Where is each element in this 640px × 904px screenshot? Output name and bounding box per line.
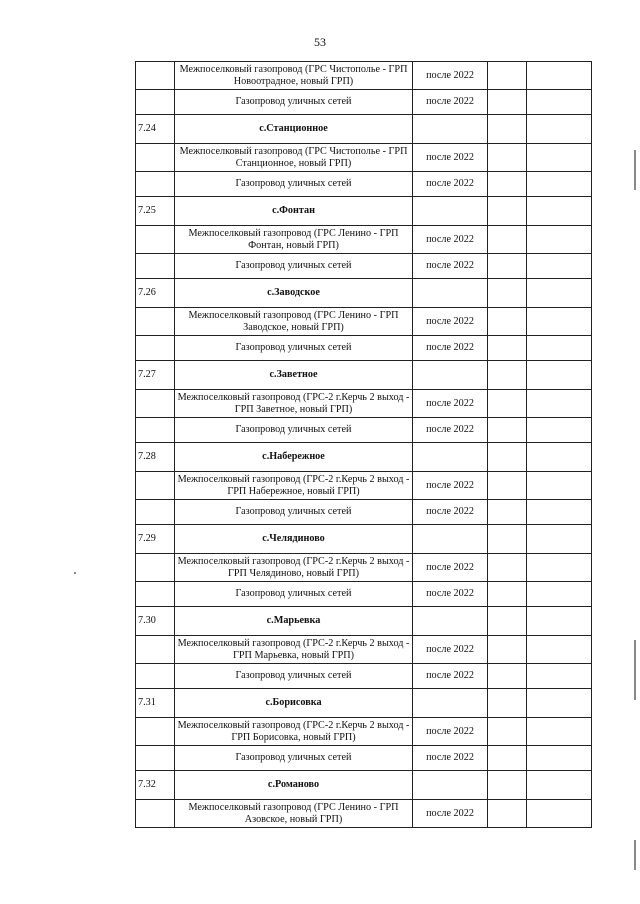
pipeline-name: Межпоселковый газопровод (ГРС-2 г.Керчь 2 выход - ГРП Заветное, новый ГРП) <box>175 390 413 418</box>
scan-edge-mark <box>634 150 636 190</box>
empty-cell <box>488 800 527 828</box>
settlement-name: с.Станционное <box>175 115 413 144</box>
table-row <box>136 800 592 828</box>
construction-period: после 2022 <box>413 664 488 689</box>
empty-cell <box>527 607 592 636</box>
empty-cell <box>488 500 527 525</box>
construction-period: после 2022 <box>413 418 488 443</box>
row-number: 7.26 <box>136 279 175 308</box>
empty-cell <box>527 443 592 472</box>
pipeline-name: Газопровод уличных сетей <box>175 172 413 197</box>
scan-edge-mark <box>634 640 636 700</box>
settlement-name: с.Челядиново <box>175 525 413 554</box>
empty-cell <box>488 771 527 800</box>
construction-period: после 2022 <box>413 336 488 361</box>
construction-period <box>413 525 488 554</box>
row-number: 7.24 <box>136 115 175 144</box>
row-number: 7.25 <box>136 197 175 226</box>
empty-cell <box>488 664 527 689</box>
pipeline-name: Межпоселковый газопровод (ГРС Ленино - ГРП Заводское, новый ГРП) <box>175 308 413 336</box>
empty-cell <box>488 607 527 636</box>
row-number <box>136 308 175 336</box>
row-number <box>136 254 175 279</box>
table-row <box>136 308 592 336</box>
empty-cell <box>488 279 527 308</box>
row-number <box>136 172 175 197</box>
construction-period: после 2022 <box>413 718 488 746</box>
pipeline-name: Межпоселковый газопровод (ГРС Чистополье - ГРП Станционное, новый ГРП) <box>175 144 413 172</box>
empty-cell <box>488 582 527 607</box>
pipeline-name: Межпоселковый газопровод (ГРС-2 г.Керчь 2 выход - ГРП Марьевка, новый ГРП) <box>175 636 413 664</box>
empty-cell <box>488 336 527 361</box>
empty-cell <box>488 90 527 115</box>
empty-cell <box>488 390 527 418</box>
construction-period: после 2022 <box>413 90 488 115</box>
empty-cell <box>488 443 527 472</box>
row-number <box>136 800 175 828</box>
row-number <box>136 62 175 90</box>
empty-cell <box>488 115 527 144</box>
empty-cell <box>527 525 592 554</box>
pipeline-name: Межпоселковый газопровод (ГРС Чистополье - ГРП Новоотрадное, новый ГРП) <box>175 62 413 90</box>
empty-cell <box>527 800 592 828</box>
settlement-row <box>136 115 592 144</box>
empty-cell <box>527 197 592 226</box>
row-number <box>136 554 175 582</box>
table-row <box>136 718 592 746</box>
settlement-name: с.Романово <box>175 771 413 800</box>
row-number: 7.31 <box>136 689 175 718</box>
empty-cell <box>527 554 592 582</box>
table-row <box>136 418 592 443</box>
table-row <box>136 636 592 664</box>
empty-cell <box>488 254 527 279</box>
settlement-row <box>136 443 592 472</box>
pipeline-name: Газопровод уличных сетей <box>175 90 413 115</box>
empty-cell <box>488 636 527 664</box>
empty-cell <box>488 718 527 746</box>
row-number: 7.30 <box>136 607 175 636</box>
settlement-row <box>136 361 592 390</box>
table-row <box>136 390 592 418</box>
empty-cell <box>488 308 527 336</box>
table-row <box>136 554 592 582</box>
empty-cell <box>527 62 592 90</box>
construction-period: после 2022 <box>413 636 488 664</box>
settlement-row <box>136 689 592 718</box>
empty-cell <box>527 390 592 418</box>
table-row <box>136 254 592 279</box>
settlement-name: с.Фонтан <box>175 197 413 226</box>
construction-period: после 2022 <box>413 800 488 828</box>
table-row <box>136 226 592 254</box>
empty-cell <box>527 664 592 689</box>
row-number <box>136 226 175 254</box>
construction-period <box>413 689 488 718</box>
settlement-row <box>136 279 592 308</box>
construction-period: после 2022 <box>413 390 488 418</box>
row-number <box>136 336 175 361</box>
scan-speck <box>74 572 76 574</box>
pipeline-name: Газопровод уличных сетей <box>175 336 413 361</box>
empty-cell <box>488 62 527 90</box>
empty-cell <box>488 226 527 254</box>
table-row <box>136 500 592 525</box>
construction-period: после 2022 <box>413 500 488 525</box>
row-number <box>136 144 175 172</box>
table-row <box>136 336 592 361</box>
empty-cell <box>527 279 592 308</box>
table-row <box>136 582 592 607</box>
row-number <box>136 90 175 115</box>
pipeline-name: Газопровод уличных сетей <box>175 254 413 279</box>
pipeline-name: Межпоселковый газопровод (ГРС-2 г.Керчь 2 выход - ГРП Борисовка, новый ГРП) <box>175 718 413 746</box>
empty-cell <box>527 115 592 144</box>
empty-cell <box>527 500 592 525</box>
empty-cell <box>527 361 592 390</box>
empty-cell <box>488 418 527 443</box>
table-row <box>136 90 592 115</box>
row-number <box>136 472 175 500</box>
empty-cell <box>527 418 592 443</box>
settlement-row <box>136 525 592 554</box>
empty-cell <box>527 636 592 664</box>
settlement-name: с.Набережное <box>175 443 413 472</box>
empty-cell <box>488 172 527 197</box>
pipeline-name: Газопровод уличных сетей <box>175 664 413 689</box>
row-number <box>136 418 175 443</box>
row-number <box>136 664 175 689</box>
construction-period: после 2022 <box>413 472 488 500</box>
table-body <box>136 62 592 828</box>
empty-cell <box>527 472 592 500</box>
pipeline-name: Межпоселковый газопровод (ГРС Ленино - ГРП Фонтан, новый ГРП) <box>175 226 413 254</box>
settlement-name: с.Борисовка <box>175 689 413 718</box>
row-number: 7.32 <box>136 771 175 800</box>
pipeline-name: Газопровод уличных сетей <box>175 418 413 443</box>
construction-period: после 2022 <box>413 746 488 771</box>
empty-cell <box>488 197 527 226</box>
construction-period <box>413 771 488 800</box>
row-number: 7.29 <box>136 525 175 554</box>
row-number <box>136 500 175 525</box>
row-number: 7.28 <box>136 443 175 472</box>
empty-cell <box>488 746 527 771</box>
settlement-row <box>136 771 592 800</box>
construction-period: после 2022 <box>413 172 488 197</box>
empty-cell <box>527 582 592 607</box>
table-row <box>136 746 592 771</box>
settlement-name: с.Марьевка <box>175 607 413 636</box>
construction-period <box>413 443 488 472</box>
empty-cell <box>527 172 592 197</box>
construction-period: после 2022 <box>413 144 488 172</box>
empty-cell <box>527 746 592 771</box>
settlement-name: с.Заводское <box>175 279 413 308</box>
construction-period: после 2022 <box>413 308 488 336</box>
construction-period: после 2022 <box>413 554 488 582</box>
empty-cell <box>488 144 527 172</box>
construction-period <box>413 197 488 226</box>
table-row <box>136 172 592 197</box>
row-number <box>136 636 175 664</box>
empty-cell <box>488 472 527 500</box>
gas-pipeline-table <box>135 61 592 828</box>
empty-cell <box>527 254 592 279</box>
empty-cell <box>527 771 592 800</box>
table-row <box>136 472 592 500</box>
settlement-row <box>136 607 592 636</box>
empty-cell <box>527 336 592 361</box>
settlement-name: с.Заветное <box>175 361 413 390</box>
construction-period <box>413 115 488 144</box>
row-number <box>136 746 175 771</box>
empty-cell <box>527 90 592 115</box>
empty-cell <box>488 554 527 582</box>
empty-cell <box>488 525 527 554</box>
empty-cell <box>527 308 592 336</box>
empty-cell <box>527 689 592 718</box>
construction-period: после 2022 <box>413 62 488 90</box>
construction-period <box>413 279 488 308</box>
table-row <box>136 62 592 90</box>
row-number: 7.27 <box>136 361 175 390</box>
table-row <box>136 144 592 172</box>
construction-period: после 2022 <box>413 226 488 254</box>
table-row <box>136 664 592 689</box>
row-number <box>136 718 175 746</box>
pipeline-name: Газопровод уличных сетей <box>175 746 413 771</box>
empty-cell <box>527 226 592 254</box>
pipeline-name: Газопровод уличных сетей <box>175 500 413 525</box>
empty-cell <box>527 718 592 746</box>
pipeline-name: Газопровод уличных сетей <box>175 582 413 607</box>
construction-period <box>413 607 488 636</box>
pipeline-name: Межпоселковый газопровод (ГРС Ленино - ГРП Азовское, новый ГРП) <box>175 800 413 828</box>
scan-edge-mark <box>634 840 636 870</box>
empty-cell <box>488 689 527 718</box>
empty-cell <box>527 144 592 172</box>
construction-period: после 2022 <box>413 582 488 607</box>
row-number <box>136 582 175 607</box>
pipeline-name: Межпоселковый газопровод (ГРС-2 г.Керчь 2 выход - ГРП Набережное, новый ГРП) <box>175 472 413 500</box>
construction-period <box>413 361 488 390</box>
pipeline-name: Межпоселковый газопровод (ГРС-2 г.Керчь 2 выход - ГРП Челядиново, новый ГРП) <box>175 554 413 582</box>
settlement-row <box>136 197 592 226</box>
construction-period: после 2022 <box>413 254 488 279</box>
empty-cell <box>488 361 527 390</box>
page-number: 53 <box>314 35 326 49</box>
row-number <box>136 390 175 418</box>
